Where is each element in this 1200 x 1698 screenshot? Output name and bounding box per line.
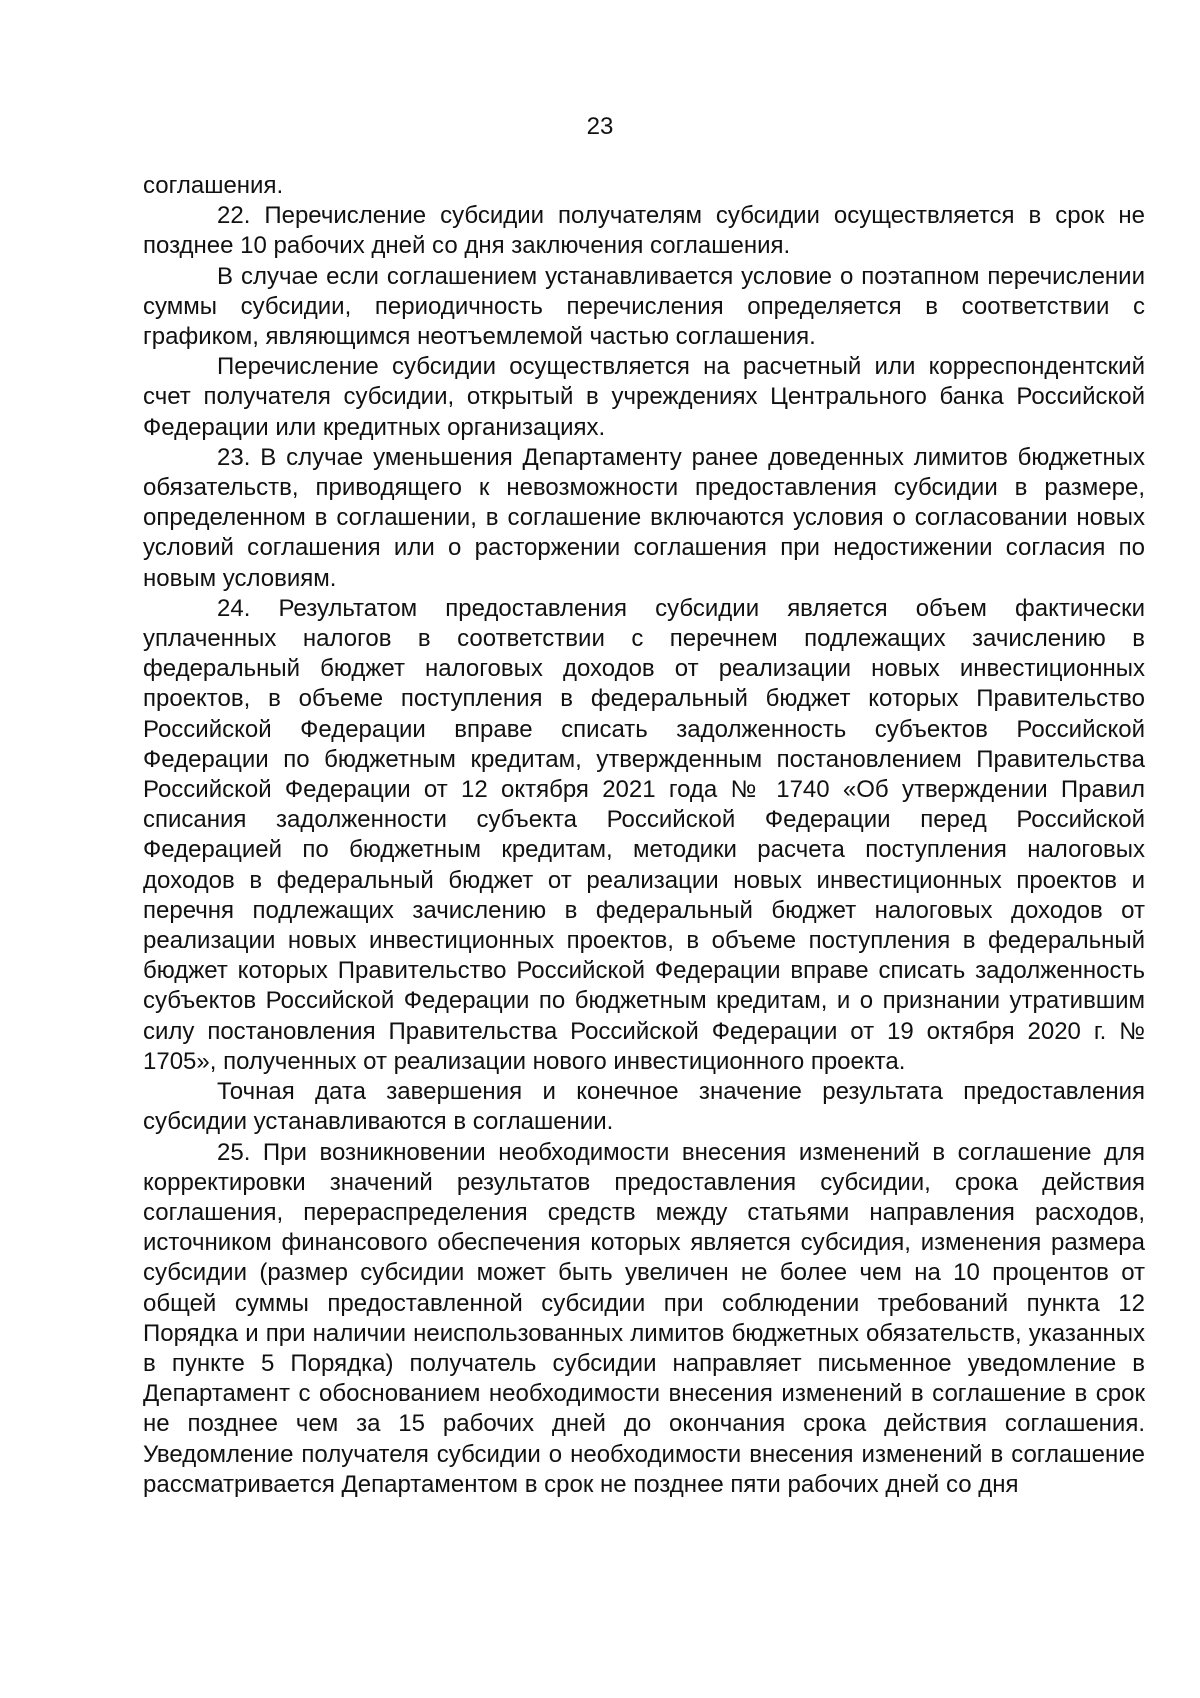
paragraph-item-25: 25. При возникновении необходимости внесения изменений в соглашение для корректировки значений результатов предоставления субсидии, срока действия соглашения, перераспределения средств между статьями направления расходов, источником финансового обеспечения которых является субсидия, изменения размера субсидии (размер субсидии может быть увеличен не более чем на 10 процентов от общей суммы предоставленной субсидии при соблюдении требований пункта 12 Порядка и при наличии неиспользованных лимитов бюджетных обязательств, указанных в пункте 5 Порядка) получатель субсидии направляет письменное уведомление в Департамент с обоснованием необходимости внесения изменений в соглашение в срок не позднее чем за 15 рабочих дней до окончания срока действия соглашения. Уведомление получателя субсидии о необходимости внесения изменений в соглашение рассматривается Департаментом в срок не позднее пяти рабочих дней со дня — [143, 1138, 1145, 1498]
page-number: 23 — [586, 113, 614, 140]
paragraph-result-date: Точная дата завершения и конечное значение результата предоставления субсидии устанавливаются в соглашении. — [143, 1078, 1145, 1136]
paragraph-account-transfer: Перечисление субсидии осуществляется на расчетный или корреспондентский счет получателя субсидии, открытый в учреждениях Центрального банка Российской Федерации или кредитных организациях. — [143, 353, 1145, 441]
paragraph-item-23: 23. В случае уменьшения Департаменту ранее доведенных лимитов бюджетных обязательств, приводящего к невозможности предоставления субсидии в размере, определенном в соглашении, в соглашение включаются условия о согласовании новых условий соглашения или о расторжении соглашения при недостижении согласия по новым условиям. — [143, 443, 1145, 592]
document-body — [143, 171, 1145, 1500]
paragraph-item-22: 22. Перечисление субсидии получателям субсидии осуществляется в срок не позднее 10 рабочих дней со дня заключения соглашения. — [143, 202, 1145, 260]
paragraph-continuation: соглашения. — [143, 172, 284, 199]
paragraph-staged-transfer: В случае если соглашением устанавливается условие о поэтапном перечислении суммы субсидии, периодичность перечисления определяется в соответствии с графиком, являющимся неотъемлемой частью соглашения. — [143, 262, 1145, 351]
paragraph-item-24: 24. Результатом предоставления субсидии является объем фактически уплаченных налогов в соответствии с перечнем подлежащих зачислению в федеральный бюджет налоговых доходов от реализации новых инвестиционных проектов, в объеме поступления в федеральный бюджет которых Правительство Российской Федерации вправе списать задолженность субъектов Российской Федерации по бюджетным кредитам, утвержденным постановлением Правительства Российской Федерации от 12 октября 2021 года № 1740 «Об утверждении Правил списания задолженности субъекта Российской Федерации перед Российской Федерацией по бюджетным кредитам, методики расчета поступления налоговых доходов в федеральный бюджет от реализации новых инвестиционных проектов и перечня подлежащих зачислению в федеральный бюджет налоговых доходов от реализации новых инвестиционных проектов, в объеме поступления в федеральный бюджет которых Правительство Российской Федерации вправе списать задолженность субъектов Российской Федерации по бюджетным кредитам, и о признании утратившим силу постановления Правительства Российской Федерации от 19 октября 2020 г. № 1705», полученных от реализации нового инвестиционного проекта. — [143, 594, 1145, 1075]
